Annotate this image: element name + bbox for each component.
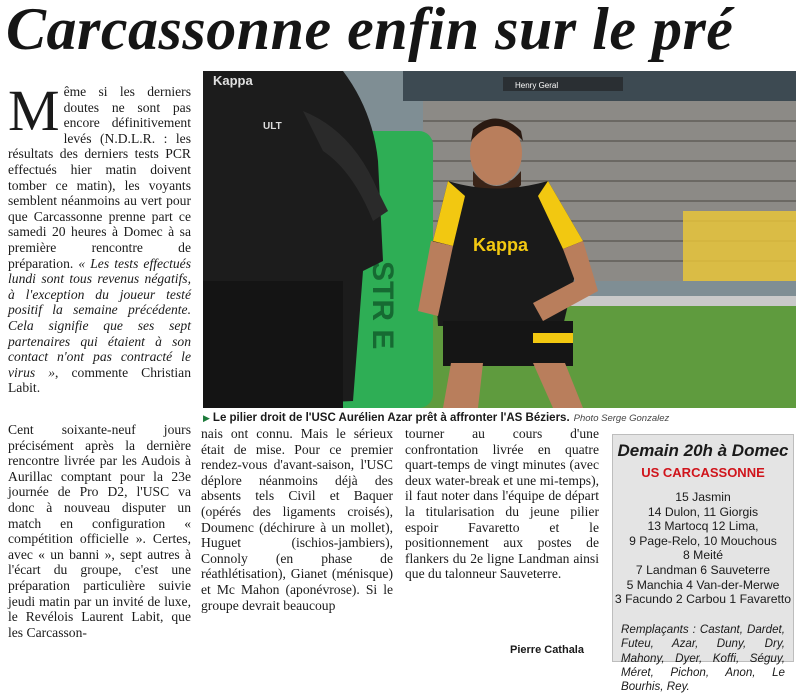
pad-text: STR E <box>366 261 399 350</box>
article-paragraph-4: tourner au cours d'une confrontation livrée en quatre quart-temps de vingt minutes (avec deux water-break et une mi-temps), il faut noter dans l'équipe de départ la titularisation du jeune pilier espoir Favaretto et le positionnement aux postes de flankers du 2e ligne Landman ainsi que du talonneur Sauveterre. <box>405 426 599 582</box>
photo-caption <box>203 411 796 426</box>
caption-text: Le pilier droit de l'USC Aurélien Azar prêt à affronter l'AS Béziers. <box>212 412 570 424</box>
shirt-text: ULT <box>263 121 282 132</box>
article-paragraph-2: Cent soixante-neuf jours précisément après la dernière rencontre livrée par les Audois à Aurillac comptant pour la 23e journée de Pro D2, l'USC va donc à nouveau disputer un match en configuration « compétition officielle ». Certes, avec « un banni », sept autres à l'écart du groupe, c'est une préparation particulière suivie jeudi matin par un invité de luxe, le Revélois Laurent Labit, que les Carcasson- <box>8 422 191 640</box>
lineup-line: 8 Meité <box>683 548 723 563</box>
lineup-line: 13 Martocq 12 Lima, <box>647 519 759 534</box>
article-quote: « Les tests effectués lundi sont tous revenus négatifs, à l'exception du joueur testé positif la semaine précédente. Cela signifie que ses sept partenaires qui étaient à son contact n'ont pas contracté le virus » <box>8 255 191 380</box>
article-column-3 <box>405 426 599 582</box>
substitutes-list: Remplaçants : Castant, Dardet, Futeu, Azar, Duny, Dry, Mahony, Dyer, Koffi, Séguy, Méret, Pichon, Anon, Le Bourhis, Rey. <box>621 622 785 694</box>
headline: Carcassonne enfin sur le pré <box>6 0 734 62</box>
article-paragraph-intro: ême si les derniers doutes ne sont pas encore définitivement levés (N.D.L.R. : les résultats des derniers tests PCR effectués hier matin doivent tomber ce matin), les voyants semblent néanmoins au vert pour que Carcassonne prenne part ce samedi 20 heures à Domec à sa première rencontre de préparation. <box>8 84 191 271</box>
lineup-line: 9 Page-Relo, 10 Mouchous <box>629 533 777 548</box>
lineup-box-title: Demain 20h à Domec <box>617 441 789 460</box>
article-quote-attribution: , commente Christian Labit. <box>8 364 192 396</box>
lineup-line: 3 Facundo 2 Carbou 1 Favaretto <box>614 592 792 607</box>
author-byline: Pierre Cathala <box>510 644 584 656</box>
article-column-2 <box>201 426 393 613</box>
article-column-1-lower <box>8 422 191 640</box>
article-paragraph-3: nais ont connu. Mais le sérieux était de mise. Pour ce premier rendez-vous d'avant-saison, l'USC déplore néanmoins déjà des absents tels Civil et Baquer (opérés des ligaments croisés), Doumenc (déchirure à un mollet), Huguet (ischios-jambiers), Connoly (en phase de réathlétisation), Gianet (ménisque) et Mc Mahon (aponévrose). Si le groupe devrait beaucoup <box>201 426 393 613</box>
sponsor-sign: Henry Geral <box>515 81 559 90</box>
caption-marker-icon: ▶ <box>203 413 210 423</box>
article-column-1 <box>8 78 192 396</box>
lineup-team-name: US CARCASSONNE <box>641 465 765 480</box>
lineup-line: 15 Jasmin <box>675 490 731 504</box>
lineup-line: 14 Dulon, 11 Giorgis <box>647 504 759 519</box>
article-photo <box>203 71 796 408</box>
rugby-training-photo <box>203 71 796 408</box>
photo-credit: Photo Serge Gonzalez <box>573 413 670 424</box>
lineup-line: 7 Landman 6 Sauveterre <box>635 562 771 577</box>
lineup-line: 5 Manchia 4 Van-der-Merwe <box>626 577 780 592</box>
lineup-box <box>612 434 794 694</box>
shirt-brand-left: Kappa <box>213 73 253 88</box>
shirt-brand-right: Kappa <box>473 235 529 255</box>
lineup-list <box>613 490 793 607</box>
drop-cap: M <box>8 78 60 143</box>
